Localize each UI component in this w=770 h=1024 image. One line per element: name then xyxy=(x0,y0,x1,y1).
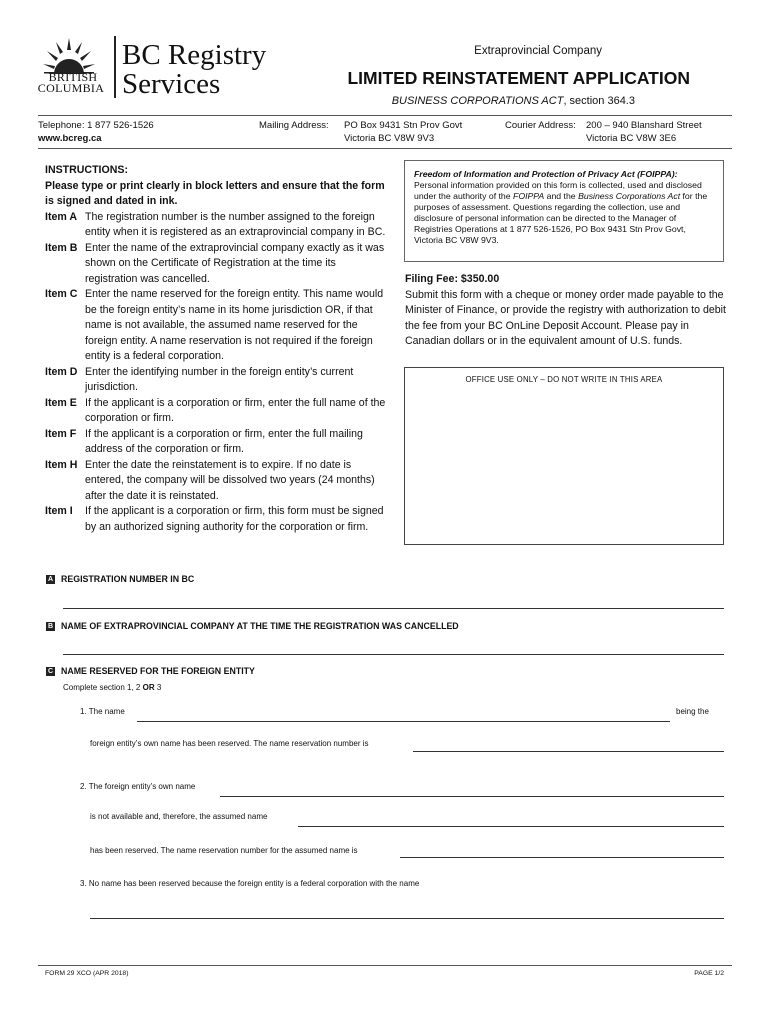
subtitle-or: OR xyxy=(142,683,155,692)
courier-address xyxy=(586,120,702,145)
foippa-text-act: FOIPPA xyxy=(513,191,545,201)
brand-services: Services xyxy=(122,68,221,100)
mailing-address xyxy=(344,120,462,145)
page-number: PAGE 1/2 xyxy=(694,970,724,977)
section-a-title: REGISTRATION NUMBER IN BC xyxy=(61,574,195,584)
instruction-item-label: Item F xyxy=(45,427,77,440)
instruction-item xyxy=(45,287,390,365)
option-2-name-field[interactable] xyxy=(220,796,724,797)
mailing-line2: Victoria BC V8W 9V3 xyxy=(344,132,435,144)
instruction-item-text: Enter the name of the extraprovincial company exactly as it was shown on the Certificate of Registration at the time its registration was cancelled. xyxy=(85,241,385,285)
courier-line2: Victoria BC V8W 3E6 xyxy=(586,132,677,144)
page-title: LIMITED REINSTATEMENT APPLICATION xyxy=(347,68,690,88)
instructions-items xyxy=(45,210,390,536)
act-reference xyxy=(392,95,635,107)
instruction-item-text: The registration number is the number assigned to the foreign entity when it is registered as an extraprovincial company in BC. xyxy=(85,210,386,238)
instruction-item-label: Item B xyxy=(45,241,78,254)
mailing-line1: PO Box 9431 Stn Prov Govt xyxy=(344,120,463,131)
foippa-text xyxy=(414,180,714,246)
foippa-text-2: and the xyxy=(544,191,579,201)
company-name-field[interactable] xyxy=(63,654,724,655)
telephone: Telephone: 1 877 526-1526 xyxy=(38,120,154,131)
form-code: FORM 29 XCO (APR 2018) xyxy=(45,970,129,977)
option-2-reservation-field[interactable] xyxy=(400,857,724,858)
instruction-item xyxy=(45,458,390,505)
instruction-item xyxy=(45,504,390,535)
option-1-label: 1. The name xyxy=(80,707,125,716)
header-divider xyxy=(38,115,732,116)
section-b-header xyxy=(46,621,459,631)
mailing-label: Mailing Address: xyxy=(259,120,329,131)
instruction-item-text: If the applicant is a corporation or firm, this form must be signed by an authorized signing authority for the corporation or firm. xyxy=(85,505,384,533)
foippa-title: Freedom of Information and Protection of Privacy Act (FOIPPA): xyxy=(414,169,678,179)
office-use-label: OFFICE USE ONLY – DO NOT WRITE IN THIS AREA xyxy=(465,375,663,384)
option-2-line3: has been reserved. The name reservation number for the assumed name is xyxy=(90,846,358,855)
option-1-reservation-field[interactable] xyxy=(413,751,724,752)
contact-phone-block xyxy=(38,120,154,145)
instruction-item-text: If the applicant is a corporation or firm, enter the full mailing address of the corporation or firm. xyxy=(85,427,363,455)
instructions-intro: Please type or print clearly in block letters and ensure that the form is signed and dated in ink. xyxy=(45,179,385,207)
instruction-item-text: Enter the name reserved for the foreign entity. This name would be the foreign entity’s name in its home jurisdiction OR, if that name is not available, the assumed name reserved for the foreign entity. A name reservation is not required if the foreign entity is a federal corporation. xyxy=(85,288,384,362)
brand-bc-registry: BC Registry xyxy=(122,39,267,71)
section-a-header xyxy=(46,574,194,584)
courier-label: Courier Address: xyxy=(505,120,576,131)
logo-british-text: BRITISH xyxy=(48,70,98,84)
foippa-text-bca: Business Corporations Act xyxy=(578,191,681,201)
section-a-badge: A xyxy=(47,575,54,583)
instruction-item-text: Enter the date the reinstatement is to expire. If no date is entered, the company will be dissolved two years (24 months) after the date it is reinstated. xyxy=(85,458,375,502)
option-1-line2: foreign entity’s own name has been reserved. The name reservation number is xyxy=(90,739,369,748)
instructions xyxy=(45,163,390,535)
instruction-item-label: Item D xyxy=(45,365,78,378)
foippa-text-1: Personal information provided on this form is collected, used and disclosed under the authority of the xyxy=(414,180,702,201)
logo-columbia-text: COLUMBIA xyxy=(37,81,105,95)
logo-divider xyxy=(114,36,116,98)
section-c-header xyxy=(46,666,255,676)
subtitle-post: 3 xyxy=(154,683,162,692)
option-2-line2: is not available and, therefore, the assumed name xyxy=(90,812,268,821)
instruction-item-label: Item I xyxy=(45,505,73,517)
registration-number-field[interactable] xyxy=(63,608,724,609)
option-3-label: 3. No name has been reserved because the foreign entity is a federal corporation with the name xyxy=(80,879,420,888)
office-use-box xyxy=(404,367,724,545)
filing-fee-text: Submit this form with a cheque or money order made payable to the Minister of Finance, or provide the registry with authorization to debit the fee from your BC OnLine Deposit Account. Please pay in Canadian dollars or in the equivalent amount of U.S. funds. xyxy=(405,288,726,347)
instruction-item-label: Item E xyxy=(45,396,77,409)
option-1-being-the: being the xyxy=(676,707,709,716)
option-2-assumed-name-field[interactable] xyxy=(298,826,724,827)
option-1-name-field[interactable] xyxy=(137,721,670,722)
section-c-subtitle xyxy=(63,683,161,692)
instruction-item xyxy=(45,365,390,396)
instruction-item xyxy=(45,241,390,288)
act-section: , section 364.3 xyxy=(563,95,635,107)
foippa-notice xyxy=(404,160,724,262)
instruction-item-text: If the applicant is a corporation or firm, enter the full name of the corporation or firm. xyxy=(85,396,386,424)
instruction-item-label: Item A xyxy=(45,210,77,223)
footer-divider xyxy=(38,965,732,966)
section-b-title: NAME OF EXTRAPROVINCIAL COMPANY AT THE TIME THE REGISTRATION WAS CANCELLED xyxy=(61,621,459,631)
instruction-item-label: Item C xyxy=(45,288,78,300)
instruction-item-text: Enter the identifying number in the foreign entity’s current jurisdiction. xyxy=(85,365,354,393)
foippa-text-3: for the purposes of assessment. Questions regarding the collection, use and disclosure of personal information can be directed to the Manager of Registries Operations at 1 877 526-1526, PO Box 9431 Stn Prov Govt, Victoria BC V8W 9V3. xyxy=(414,191,708,245)
courier-line1: 200 – 940 Blanshard Street xyxy=(586,120,702,131)
instruction-item xyxy=(45,396,390,427)
website-link[interactable]: www.bcreg.ca xyxy=(38,132,102,144)
form-type: Extraprovincial Company xyxy=(474,45,602,57)
section-c-title: NAME RESERVED FOR THE FOREIGN ENTITY xyxy=(61,666,255,676)
instruction-item xyxy=(45,427,390,458)
instructions-heading: INSTRUCTIONS: xyxy=(45,164,128,176)
filing-fee-title: Filing Fee: $350.00 xyxy=(405,273,500,285)
subtitle-pre: Complete section 1, 2 xyxy=(63,683,143,692)
filing-fee xyxy=(405,272,730,350)
instruction-item-label: Item H xyxy=(45,458,78,471)
option-3-name-field[interactable] xyxy=(90,918,724,919)
contact-divider xyxy=(38,148,732,149)
option-2-label: 2. The foreign entity’s own name xyxy=(80,782,196,791)
act-name: BUSINESS CORPORATIONS ACT xyxy=(391,95,564,107)
section-b-badge: B xyxy=(47,622,54,630)
section-c-badge: C xyxy=(47,667,54,675)
instruction-item xyxy=(45,210,390,241)
